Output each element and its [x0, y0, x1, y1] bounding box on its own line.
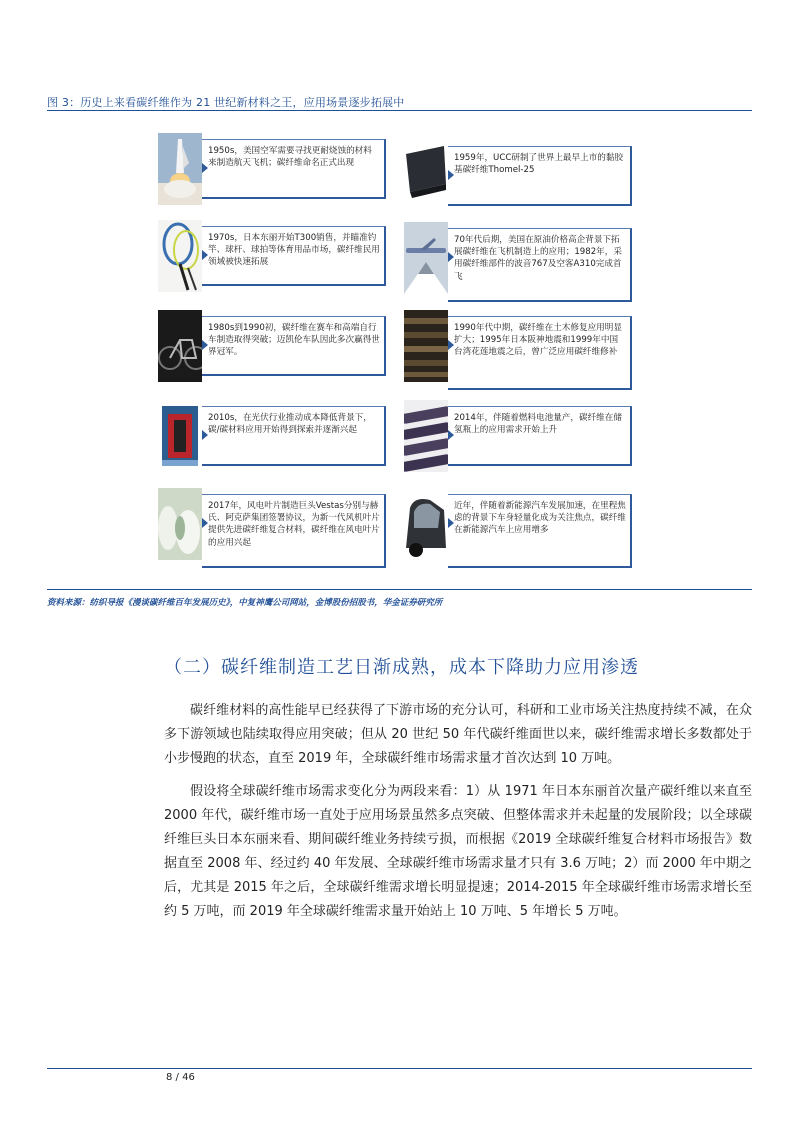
paragraph-2: 假设将全球碳纤维市场需求变化分为两段来看：1）从 1971 年日本东丽首次量产碳纤维以来直至 2000 年代，碳纤维市场一直处于应用场景虽然多点突破、但整体需求并未起量的发展阶段；以全球碳纤维巨头日本东丽来看、期间碳纤维业务持续亏损，而根据《2019 全球碳纤维复合材料市场报告》数据直至 2008 年、经过约 40 年发展、全球碳纤维市场需求量才只有 3.6 万吨；2）而 2000 年中期之后，尤其是 2015 年之后，全球碳纤维需求增长明显提速；2014-2015 年全球碳纤维市场需求增长至约 5 万吨，而 2019 年全球碳纤维需求量开始站上 10 万吨、5 年增长 5 万吨。	[164, 784, 752, 919]
timeline-text-box: 70年代后期，美国在原油价格高企背景下拓展碳纤维在飞机制造上的应用；1982年，采用碳纤维部件的波音767及空客A310完成首飞	[448, 228, 632, 302]
timeline-text-box: 近年，伴随着新能源汽车发展加速，在里程焦虑的背景下车身轻量化成为关注焦点，碳纤维在新能源汽车上应用增多	[448, 494, 632, 568]
figure-title: 图 3：历史上来看碳纤维作为 21 世纪新材料之王，应用场景逐步拓展中	[47, 96, 405, 109]
carbon-fabric-icon	[404, 310, 448, 382]
timeline-text-box: 1950s，美国空军需要寻找更耐烧蚀的材料来制造航天飞机；碳纤维命名正式出现	[202, 139, 386, 199]
section-title: （二）碳纤维制造工艺日渐成熟，成本下降助力应用渗透	[164, 657, 639, 678]
airplane-icon	[404, 222, 448, 294]
timeline-item-recent	[404, 488, 636, 562]
arrow-pointer	[448, 170, 454, 180]
timeline-item-2010s	[158, 400, 390, 474]
arrow-pointer	[202, 250, 208, 260]
timeline-text-box: 1980s到1990初，碳纤维在赛车和高端自行车制造取得突破；迈凯伦车队因此多次赢得世界冠军。	[202, 316, 386, 376]
timeline-text-box: 2017年，风电叶片制造巨头Vestas分别与赫氏、阿克萨集团签署协议，为新一代风机叶片提供先进碳纤维复合材料，碳纤维在风电叶片的应用兴起	[202, 494, 386, 568]
timeline-text-box: 1959年，UCC研制了世界上最早上市的黏胶基碳纤维Thomel-25	[448, 146, 632, 206]
space-shuttle-launch-icon	[158, 133, 202, 205]
timeline-text-box: 1990年代中期，碳纤维在土木修复应用明显扩大；1995年日本阪神地震和1999年中国台湾花莲地震之后，曾广泛应用碳纤维修补	[448, 316, 632, 390]
arrow-pointer	[448, 252, 454, 262]
timeline-item-2017	[158, 488, 390, 562]
timeline-text-box: 1970s，日本东丽开始T300销售，并瞄准钓竿、球杆、球拍等体育用品市场，碳纤维民用领域被快速拓展	[202, 226, 386, 286]
arrow-pointer	[448, 518, 454, 528]
car-door-icon	[404, 488, 448, 560]
tennis-racket-icon	[158, 220, 202, 292]
timeline-item-1950s	[158, 133, 390, 207]
timeline-item-1970s	[158, 220, 390, 294]
timeline-text-box: 2014年，伴随着燃料电池量产，碳纤维在储氢瓶上的应用需求开始上升	[448, 406, 632, 466]
arrow-pointer	[202, 163, 208, 173]
timeline-item-2014	[404, 400, 636, 474]
arrow-pointer	[448, 340, 454, 350]
arrow-pointer	[202, 430, 208, 440]
timeline-item-1990s	[404, 310, 636, 384]
bicycle-icon	[158, 310, 202, 382]
paragraph-1: 碳纤维材料的高性能早已经获得了下游市场的充分认可，科研和工业市场关注热度持续不减，在众多下游领域也陆续取得应用突破；但从 20 世纪 50 年代碳纤维面世以来，碳纤维需求增长多数都处于小步慢跑的状态，直至 2019 年，全球碳纤维市场需求量才首次达到 10 万吨。	[164, 703, 752, 766]
arrow-pointer	[202, 518, 208, 528]
timeline-text-box: 2010s，在光伏行业推动成本降低背景下，碳/碳材料应用开始得到探索并逐渐兴起	[202, 406, 386, 466]
wind-blade-icon	[158, 488, 202, 560]
source-rule	[47, 589, 752, 590]
page-number: 8 / 46	[166, 1072, 195, 1083]
furnace-cross-section-icon	[158, 400, 202, 472]
hydrogen-tanks-icon	[404, 400, 448, 472]
arrow-pointer	[202, 340, 208, 350]
carbon-fiber-block-icon	[404, 140, 448, 212]
figure-top-rule	[47, 110, 752, 111]
timeline-item-70s	[404, 222, 636, 296]
footer-rule	[47, 1068, 752, 1069]
figure-source: 资料来源：纺织导报《漫谈碳纤维百年发展历史》，中复神鹰公司网站，金博股份招股书，华金证券研究所	[47, 598, 443, 608]
timeline-item-1959	[404, 140, 636, 214]
arrow-pointer	[448, 430, 454, 440]
timeline-item-1980s	[158, 310, 390, 384]
